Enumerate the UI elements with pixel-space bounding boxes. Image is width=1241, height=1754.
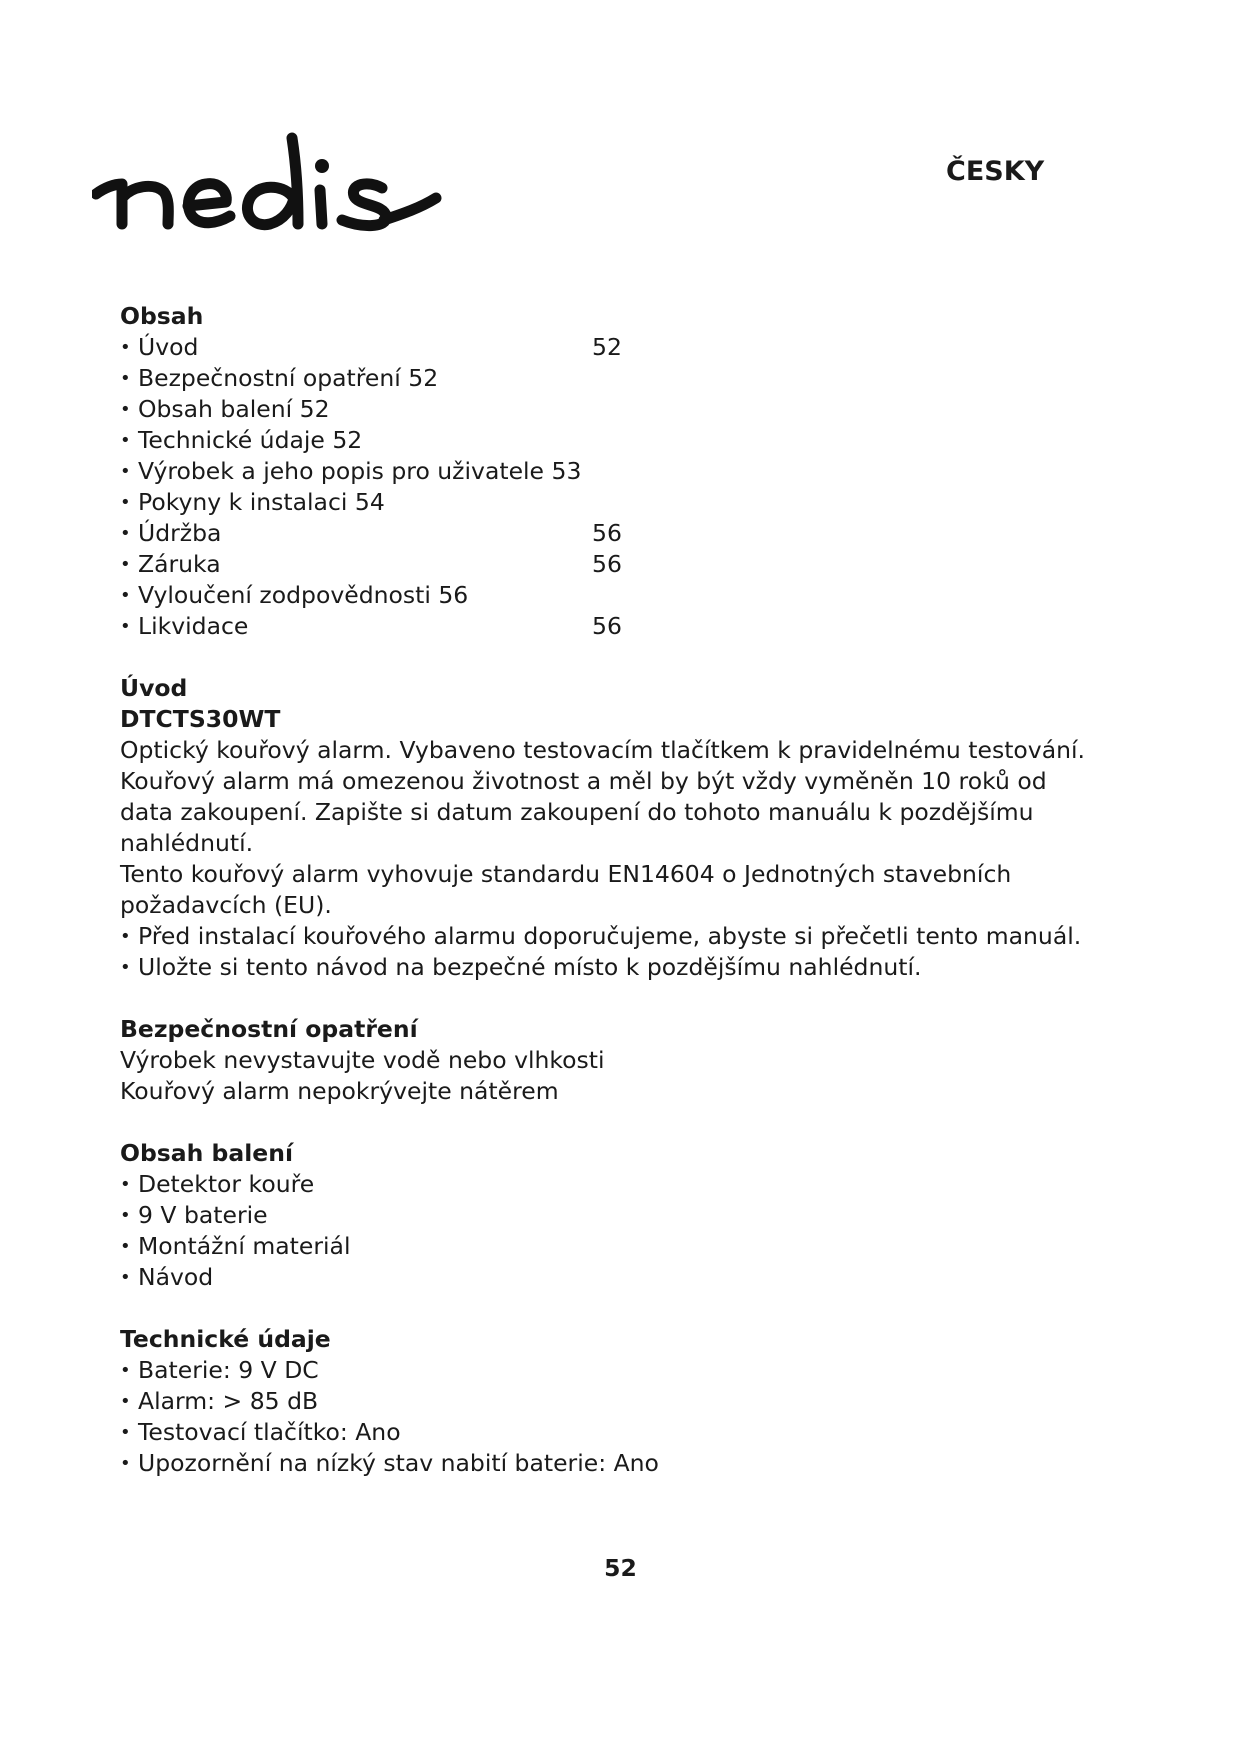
spacer <box>120 1293 1120 1324</box>
toc-item[interactable]: • Pokyny k instalaci 54 <box>120 487 648 518</box>
toc-page: 56 <box>592 612 622 640</box>
spacer <box>120 983 1120 1014</box>
intro-line: data zakoupení. Zapište si datum zakoupení do tohoto manuálu k pozdějšímu <box>120 798 1034 826</box>
toc-list <box>120 332 1120 642</box>
intro-line: nahlédnutí. <box>120 829 254 857</box>
page-number: 52 <box>604 1554 637 1582</box>
package-item: • 9 V baterie <box>120 1200 1120 1231</box>
toc-item[interactable]: • Likvidace 56 <box>120 611 648 642</box>
intro-title: Úvod <box>120 674 188 702</box>
package-item: • Návod <box>120 1262 1120 1293</box>
specs-list <box>120 1355 1120 1479</box>
spec-item: • Upozornění na nízký stav nabití baterie: Ano <box>120 1448 1120 1479</box>
intro-line: Kouřový alarm má omezenou životnost a měl by být vždy vyměněn 10 roků od <box>120 767 1047 795</box>
intro-bullet: • Uložte si tento návod na bezpečné místo k pozdějšímu nahlédnutí. <box>120 952 1120 983</box>
toc-page: 56 <box>592 550 622 578</box>
safety-line: Kouřový alarm nepokrývejte nátěrem <box>120 1077 559 1105</box>
specs-title: Technické údaje <box>120 1325 331 1353</box>
toc-item[interactable]: • Údržba 56 <box>120 518 648 549</box>
intro-bullets <box>120 921 1120 983</box>
intro-line: požadavcích (EU). <box>120 891 332 919</box>
safety-line: Výrobek nevystavujte vodě nebo vlhkosti <box>120 1046 605 1074</box>
spacer <box>120 1107 1120 1138</box>
nedis-logo-dot <box>315 159 329 173</box>
package-item: • Montážní materiál <box>120 1231 1120 1262</box>
toc-item[interactable]: • Vyloučení zodpovědnosti 56 <box>120 580 648 611</box>
toc-page: 52 <box>592 333 622 361</box>
model-number: DTCTS30WT <box>120 705 281 733</box>
main-content <box>120 301 1120 1479</box>
package-item: • Detektor kouře <box>120 1169 1120 1200</box>
toc-item[interactable]: • Bezpečnostní opatření 52 <box>120 363 648 394</box>
safety-title: Bezpečnostní opatření <box>120 1015 418 1043</box>
toc-title: Obsah <box>120 302 204 330</box>
package-list <box>120 1169 1120 1293</box>
language-label: ČESKY <box>946 156 1045 187</box>
nedis-logo <box>92 132 442 244</box>
toc-item[interactable]: • Technické údaje 52 <box>120 425 648 456</box>
spec-item: • Alarm: > 85 dB <box>120 1386 1120 1417</box>
toc-item[interactable]: • Obsah balení 52 <box>120 394 648 425</box>
toc-item[interactable]: • Úvod 52 <box>120 332 648 363</box>
intro-line: Optický kouřový alarm. Vybaveno testovacím tlačítkem k pravidelnému testování. <box>120 736 1086 764</box>
spec-item: • Testovací tlačítko: Ano <box>120 1417 1120 1448</box>
toc-item[interactable]: • Výrobek a jeho popis pro uživatele 53 <box>120 456 648 487</box>
package-title: Obsah balení <box>120 1139 294 1167</box>
toc-page: 56 <box>592 519 622 547</box>
intro-bullet: • Před instalací kouřového alarmu doporučujeme, abyste si přečetli tento manuál. <box>120 921 1120 952</box>
toc-item[interactable]: • Záruka 56 <box>120 549 648 580</box>
spec-item: • Baterie: 9 V DC <box>120 1355 1120 1386</box>
intro-line: Tento kouřový alarm vyhovuje standardu EN14604 o Jednotných stavebních <box>120 860 1012 888</box>
spacer <box>120 642 1120 673</box>
nedis-logo-graphic <box>92 132 442 244</box>
